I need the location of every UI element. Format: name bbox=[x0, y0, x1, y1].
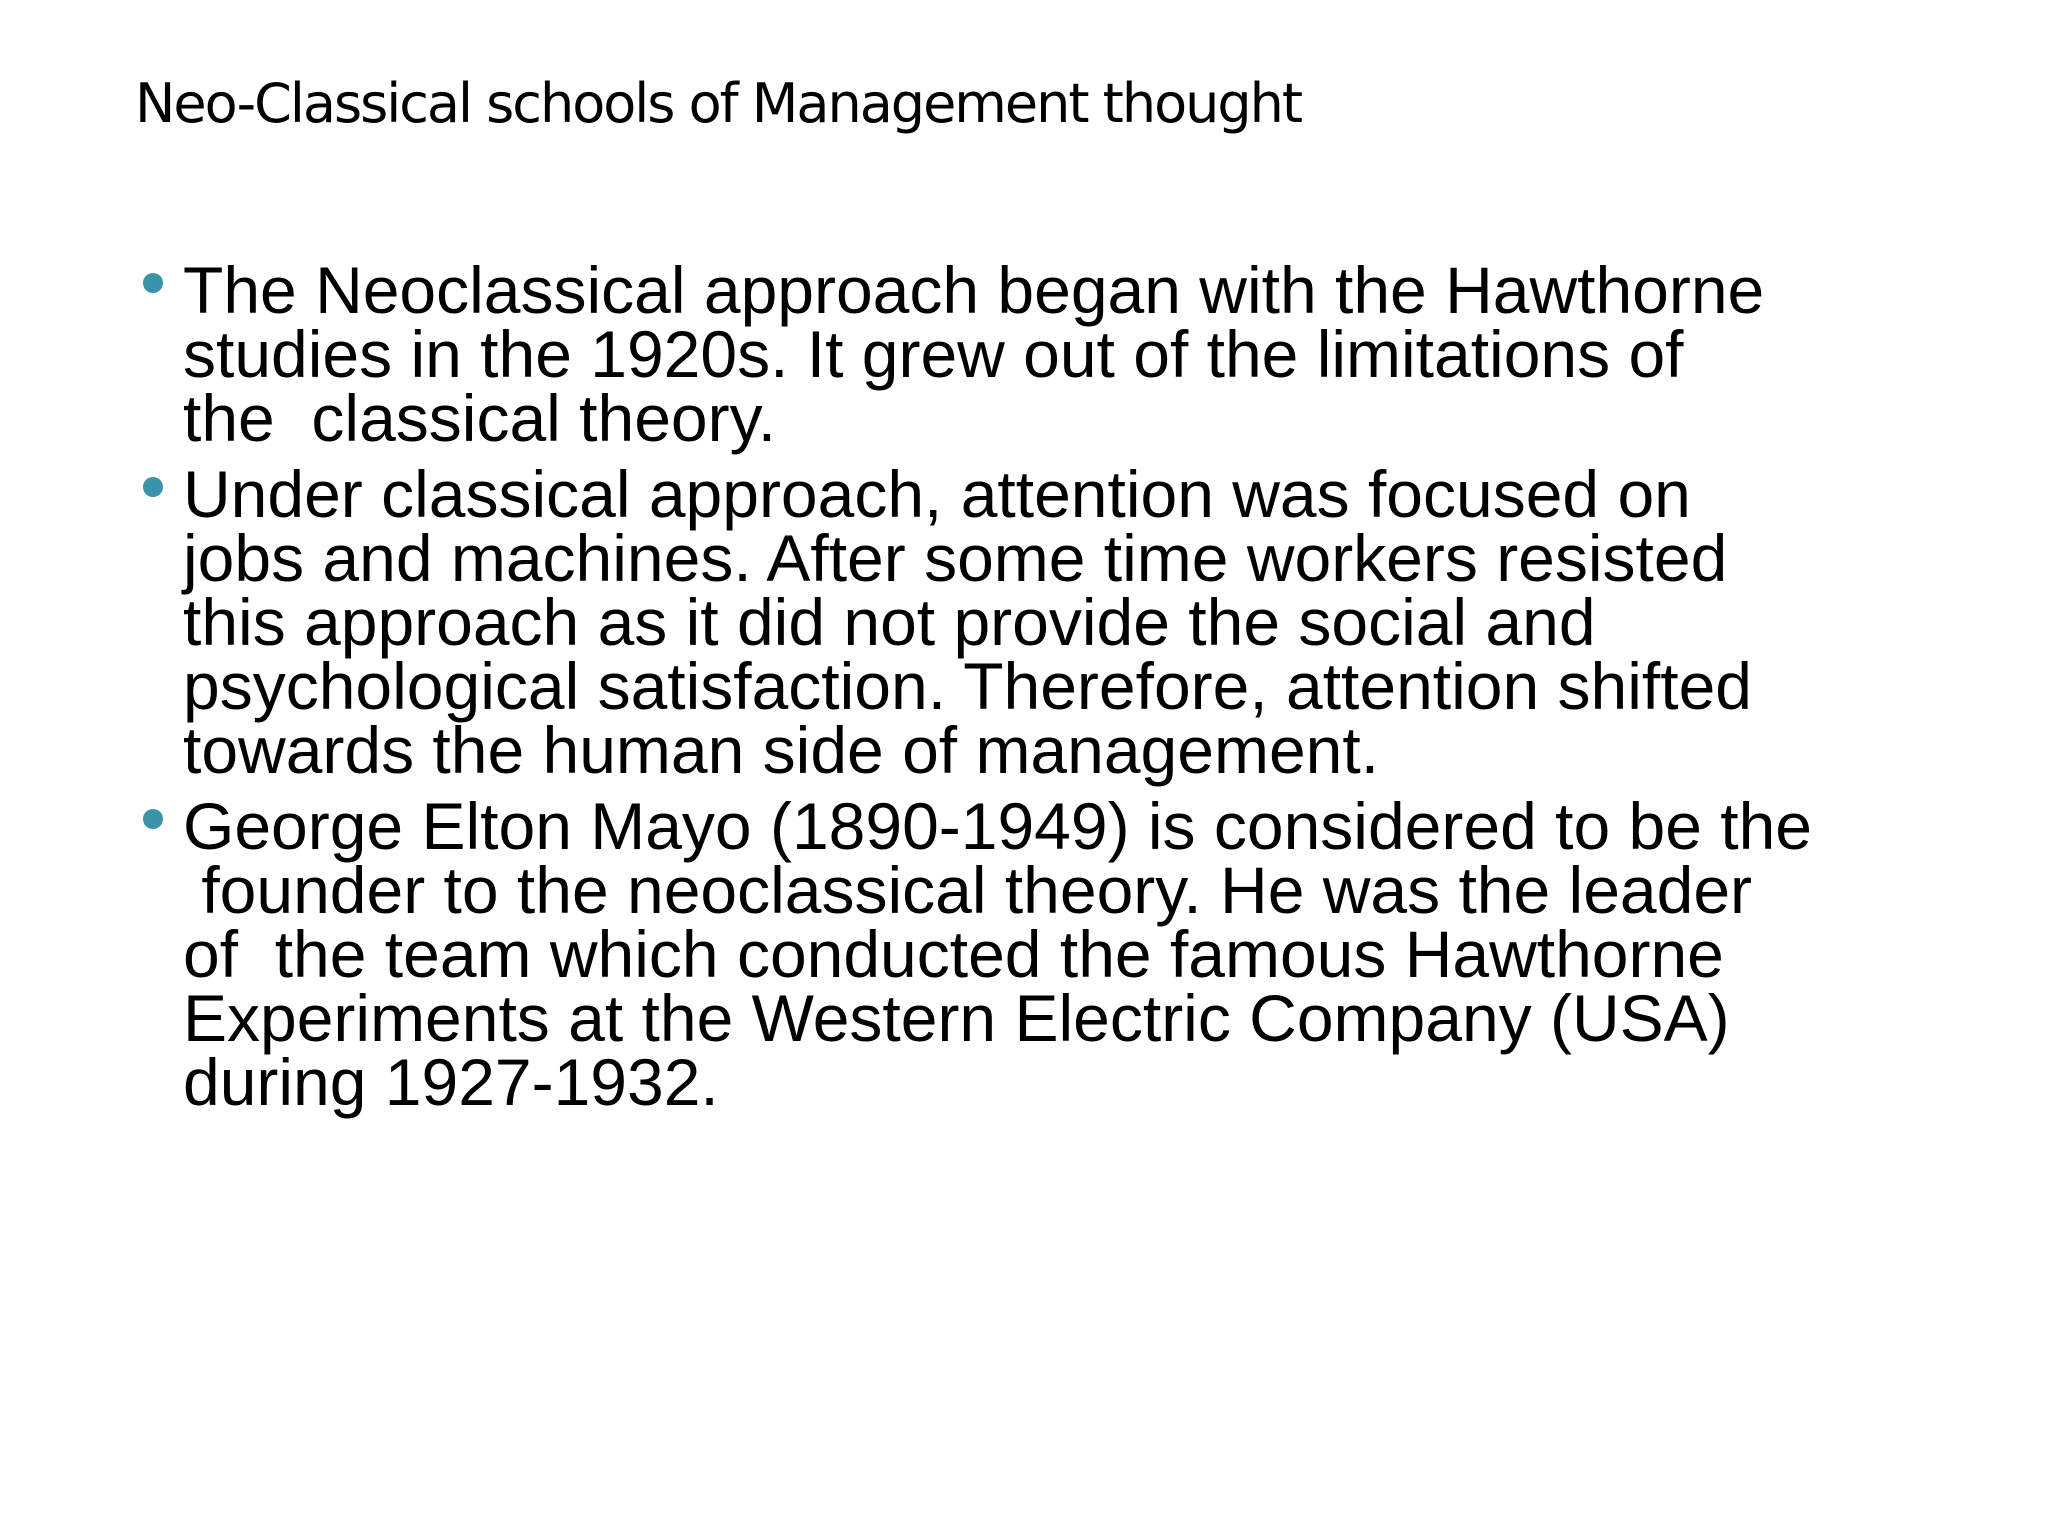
bullet-item-elton-mayo bbox=[135, 789, 1935, 1119]
bullet-line: studies in the 1920s. It grew out of the limitations of bbox=[183, 317, 1684, 391]
bullet-line: Experiments at the Western Electric Company (USA) bbox=[183, 981, 1730, 1055]
bullet-line: psychological satisfaction. Therefore, attention shifted bbox=[183, 649, 1753, 723]
bullet-line: of the team which conducted the famous Hawthorne bbox=[183, 917, 1724, 991]
bullet-line: Under classical approach, attention was focused on bbox=[183, 457, 1691, 531]
bullet-dot-icon bbox=[143, 273, 163, 293]
bullet-line: George Elton Mayo (1890-1949) is considered to be the bbox=[183, 789, 1812, 863]
bullet-list bbox=[135, 253, 1935, 1126]
bullet-item-classical-attention bbox=[135, 457, 1935, 787]
slide-title: Neo-Classical schools of Management thought bbox=[135, 72, 1302, 135]
bullet-dot-icon bbox=[143, 809, 163, 829]
bullet-line: this approach as it did not provide the social and bbox=[183, 585, 1596, 659]
bullet-line: The Neoclassical approach began with the Hawthorne bbox=[183, 253, 1765, 327]
bullet-line: during 1927-1932. bbox=[183, 1045, 719, 1119]
bullet-line: founder to the neoclassical theory. He was the leader bbox=[183, 853, 1753, 927]
bullet-line: towards the human side of management. bbox=[183, 713, 1380, 787]
bullet-line: jobs and machines. After some time workers resisted bbox=[183, 521, 1728, 595]
bullet-line: the classical theory. bbox=[183, 381, 777, 455]
bullet-dot-icon bbox=[143, 477, 163, 497]
bullet-item-hawthorne-origin bbox=[135, 253, 1935, 455]
